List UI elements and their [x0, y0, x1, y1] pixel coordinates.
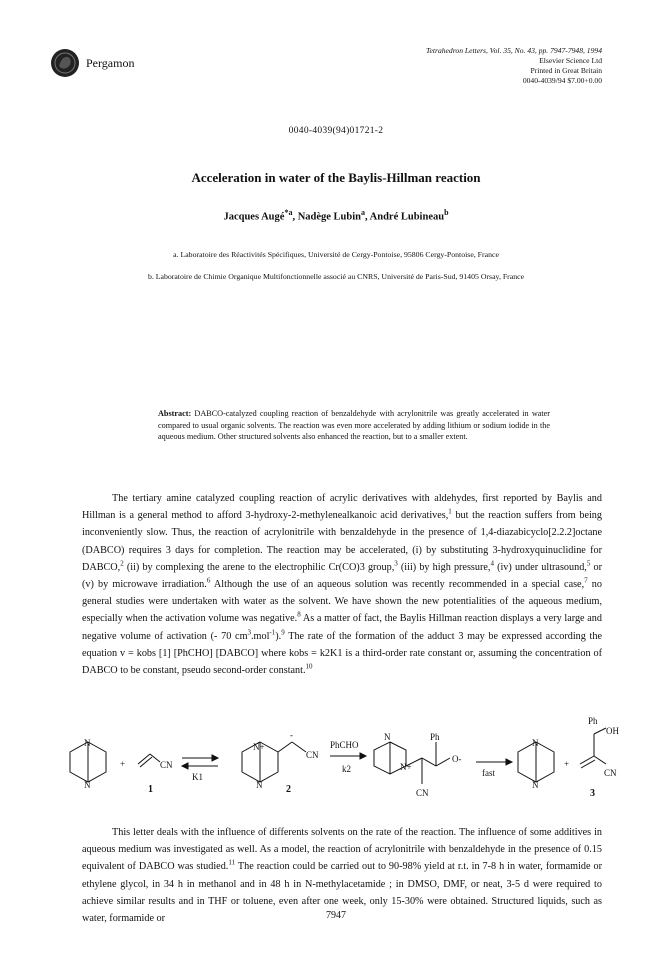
citation-mark: 3 — [247, 628, 251, 637]
scheme-n: N — [84, 780, 91, 790]
citation-mark: 4 — [490, 559, 494, 568]
abstract — [158, 408, 550, 443]
rate-constant-k2: k2 — [342, 764, 351, 774]
text-run: no general studies were undertaken with water as the solvent. We have shown the new potentialities of the aqueous medium, especially when the activation volume was negative. — [82, 579, 602, 625]
compound-number-3: 3 — [590, 788, 595, 799]
scheme-ph: Ph — [430, 732, 440, 742]
citation-mark: 5 — [586, 559, 591, 568]
citation-mark: 8 — [297, 611, 301, 620]
equilibrium-arrow-icon — [182, 755, 218, 769]
publisher-name: Pergamon — [86, 56, 135, 70]
compound-number-1: 1 — [148, 784, 153, 795]
article-title: Acceleration in water of the Baylis-Hillman reaction — [191, 170, 481, 185]
pergamon-logo-icon — [50, 48, 80, 78]
article-doi: 0040-4039(94)01721-2 — [288, 126, 384, 136]
text-run: but the reaction suffers from being inconveniently slow. Thus, the reaction of acrylonitrile with benzaldehyde in the presence of 1,4-diazabicyclo[2.2.2]octane (DABCO) requires 3 days for completion. The reaction may be accelerated, (i) by substituting 3-hydroxyquinuclidine for DABCO, — [82, 510, 602, 573]
author-name: Nadège Lubin — [297, 211, 361, 223]
text-run: (ii) by complexing the arene to the electrophilic Cr(CO)3 group, — [123, 561, 395, 573]
citation-mark: 9 — [281, 628, 285, 637]
fast-arrow-icon — [476, 759, 512, 765]
zwitterion-structure-2 — [242, 742, 306, 782]
affiliation-a: a. Laboratoire des Réactivités Spécifiques, Université de Cergy-Pontoise, 95806 Cergy-Pontoise, France — [173, 250, 499, 259]
compound-number-2: 2 — [286, 784, 291, 795]
intro-paragraph — [82, 490, 602, 679]
journal-line: 0040-4039/94 $7.00+0.00 — [522, 76, 602, 85]
alkoxide-intermediate-structure — [374, 742, 450, 784]
product-structure-3 — [580, 728, 606, 768]
text-run: The reaction could be carried out to 90-98% yield at r.t. in 7-8 h in water, formamide or ethylene glycol, in 34 h in methanol and in 48 h in N-methylacetamide ; in DMSO, DMF, or neat, 3-5 d were required to achieve similar results and in THF or toluene, even after one week, only 15-30% were obtained. Structured liquids, such as water, formamide or — [82, 861, 602, 925]
journal-line: Tetrahedron Letters, Vol. 35, No. 43, pp. 7947-7948, 1994 — [426, 46, 602, 55]
citation-mark: 2 — [120, 559, 124, 568]
author-mark: b — [444, 208, 449, 217]
journal-line: Printed in Great Britain — [530, 66, 602, 75]
scheme-cn: CN — [306, 750, 319, 760]
dabco-structure-regenerated — [518, 742, 554, 782]
rate-constant-k1: K1 — [192, 772, 203, 782]
text-run: Although the use of an aqueous solution was recently recommended in a special case, — [210, 579, 585, 591]
text-run: The rate of the formation of the adduct 3 may be expressed according the equation v = kobs [1] [PhCHO] [DABCO] where kobs = k2K1 is a third-order rate constant or, assuming the concentration of DABCO to be constant, pseudo second-order constant. — [82, 630, 603, 677]
text-run: (iv) under ultrasound, — [493, 561, 587, 573]
scheme-cn: CN — [160, 760, 173, 770]
affiliation-b: b. Laboratoire de Chimie Organique Multifonctionnelle associé au CNRS, Université de Paris-Sud, 91405 Orsay, France — [147, 272, 525, 281]
scheme-n: N — [532, 738, 539, 748]
citation-mark: -1 — [269, 628, 276, 637]
scheme-cn: CN — [604, 768, 617, 778]
fast-label: fast — [482, 768, 495, 778]
scheme-minus: - — [290, 730, 293, 740]
abstract-label: Abstract: — [158, 409, 192, 418]
scheme-oh: OH — [606, 726, 619, 736]
scheme-nplus: N+ — [400, 762, 412, 772]
citation-mark: 10 — [305, 662, 313, 671]
scheme-n: N — [84, 738, 91, 748]
citation-mark: 7 — [584, 576, 588, 585]
author-name: Jacques Augé — [223, 211, 285, 223]
text-run: ). — [275, 630, 282, 642]
citation-mark: 6 — [206, 576, 211, 585]
acrylonitrile-structure — [138, 754, 160, 767]
reagent-label: PhCHO — [330, 740, 359, 750]
scheme-n: N — [256, 780, 263, 790]
text-run: This letter deals with the influence of differents solvents on the rate of the reaction. The influence of some additives in aqueous medium was investigated as well. As a model, the reaction of acrylonitrile with benzaldehyde in the presence of 0.15 equivalent of DABCO was studied. — [82, 827, 602, 873]
journal-line: Elsevier Science Ltd — [539, 56, 602, 65]
text-run: or (v) by microwave irradiation. — [82, 561, 602, 591]
citation-mark: 11 — [228, 859, 236, 868]
scheme-nplus: N+ — [253, 742, 265, 752]
text-run: As a matter of fact, the Baylis Hillman reaction displays a very large and negative volume of activation (- 70 cm — [82, 613, 602, 642]
scheme-plus: + — [564, 759, 570, 769]
text-run: The tertiary amine catalyzed coupling reaction of acrylic derivatives with aldehydes, first reported by Baylis and Hillman is a general method to afford 3-hydroxy-2-methylenealkanoic acid derivatives, — [82, 493, 602, 522]
dabco-structure-1 — [70, 742, 106, 782]
scheme-ph: Ph — [588, 716, 598, 726]
scheme-cn: CN — [416, 788, 429, 798]
author-mark: a — [361, 208, 365, 217]
text-run: (iii) by high pressure, — [397, 561, 491, 573]
citation-mark: 3 — [394, 559, 398, 568]
reaction-arrow-icon — [330, 753, 366, 759]
scheme-plus: + — [120, 759, 126, 769]
journal-citation — [426, 46, 602, 86]
scheme-n: N — [384, 732, 391, 742]
text-run: .mol — [251, 630, 270, 642]
abstract-text: DABCO-catalyzed coupling reaction of benzaldehyde with acrylonitrile was greatly accelerated in water compared to usual organic solvents. The reaction was even more accelerated by adding lithium or sodium iodide in the aqueous medium. Other structured solvents also enhanced the reaction, but to a smaller extent. — [158, 409, 551, 441]
page-number: 7947 — [326, 910, 346, 921]
reaction-scheme — [60, 712, 620, 820]
author-name: André Lubineau — [369, 211, 445, 223]
author-mark: *a — [284, 208, 293, 217]
scheme-ominus: O- — [452, 754, 462, 764]
author-list: Jacques Augé$^{*a}$, Nadège Lubin$^a$, André Lubineau$^b$ — [223, 208, 449, 223]
citation-mark: 1 — [448, 507, 452, 516]
scheme-n: N — [532, 780, 539, 790]
